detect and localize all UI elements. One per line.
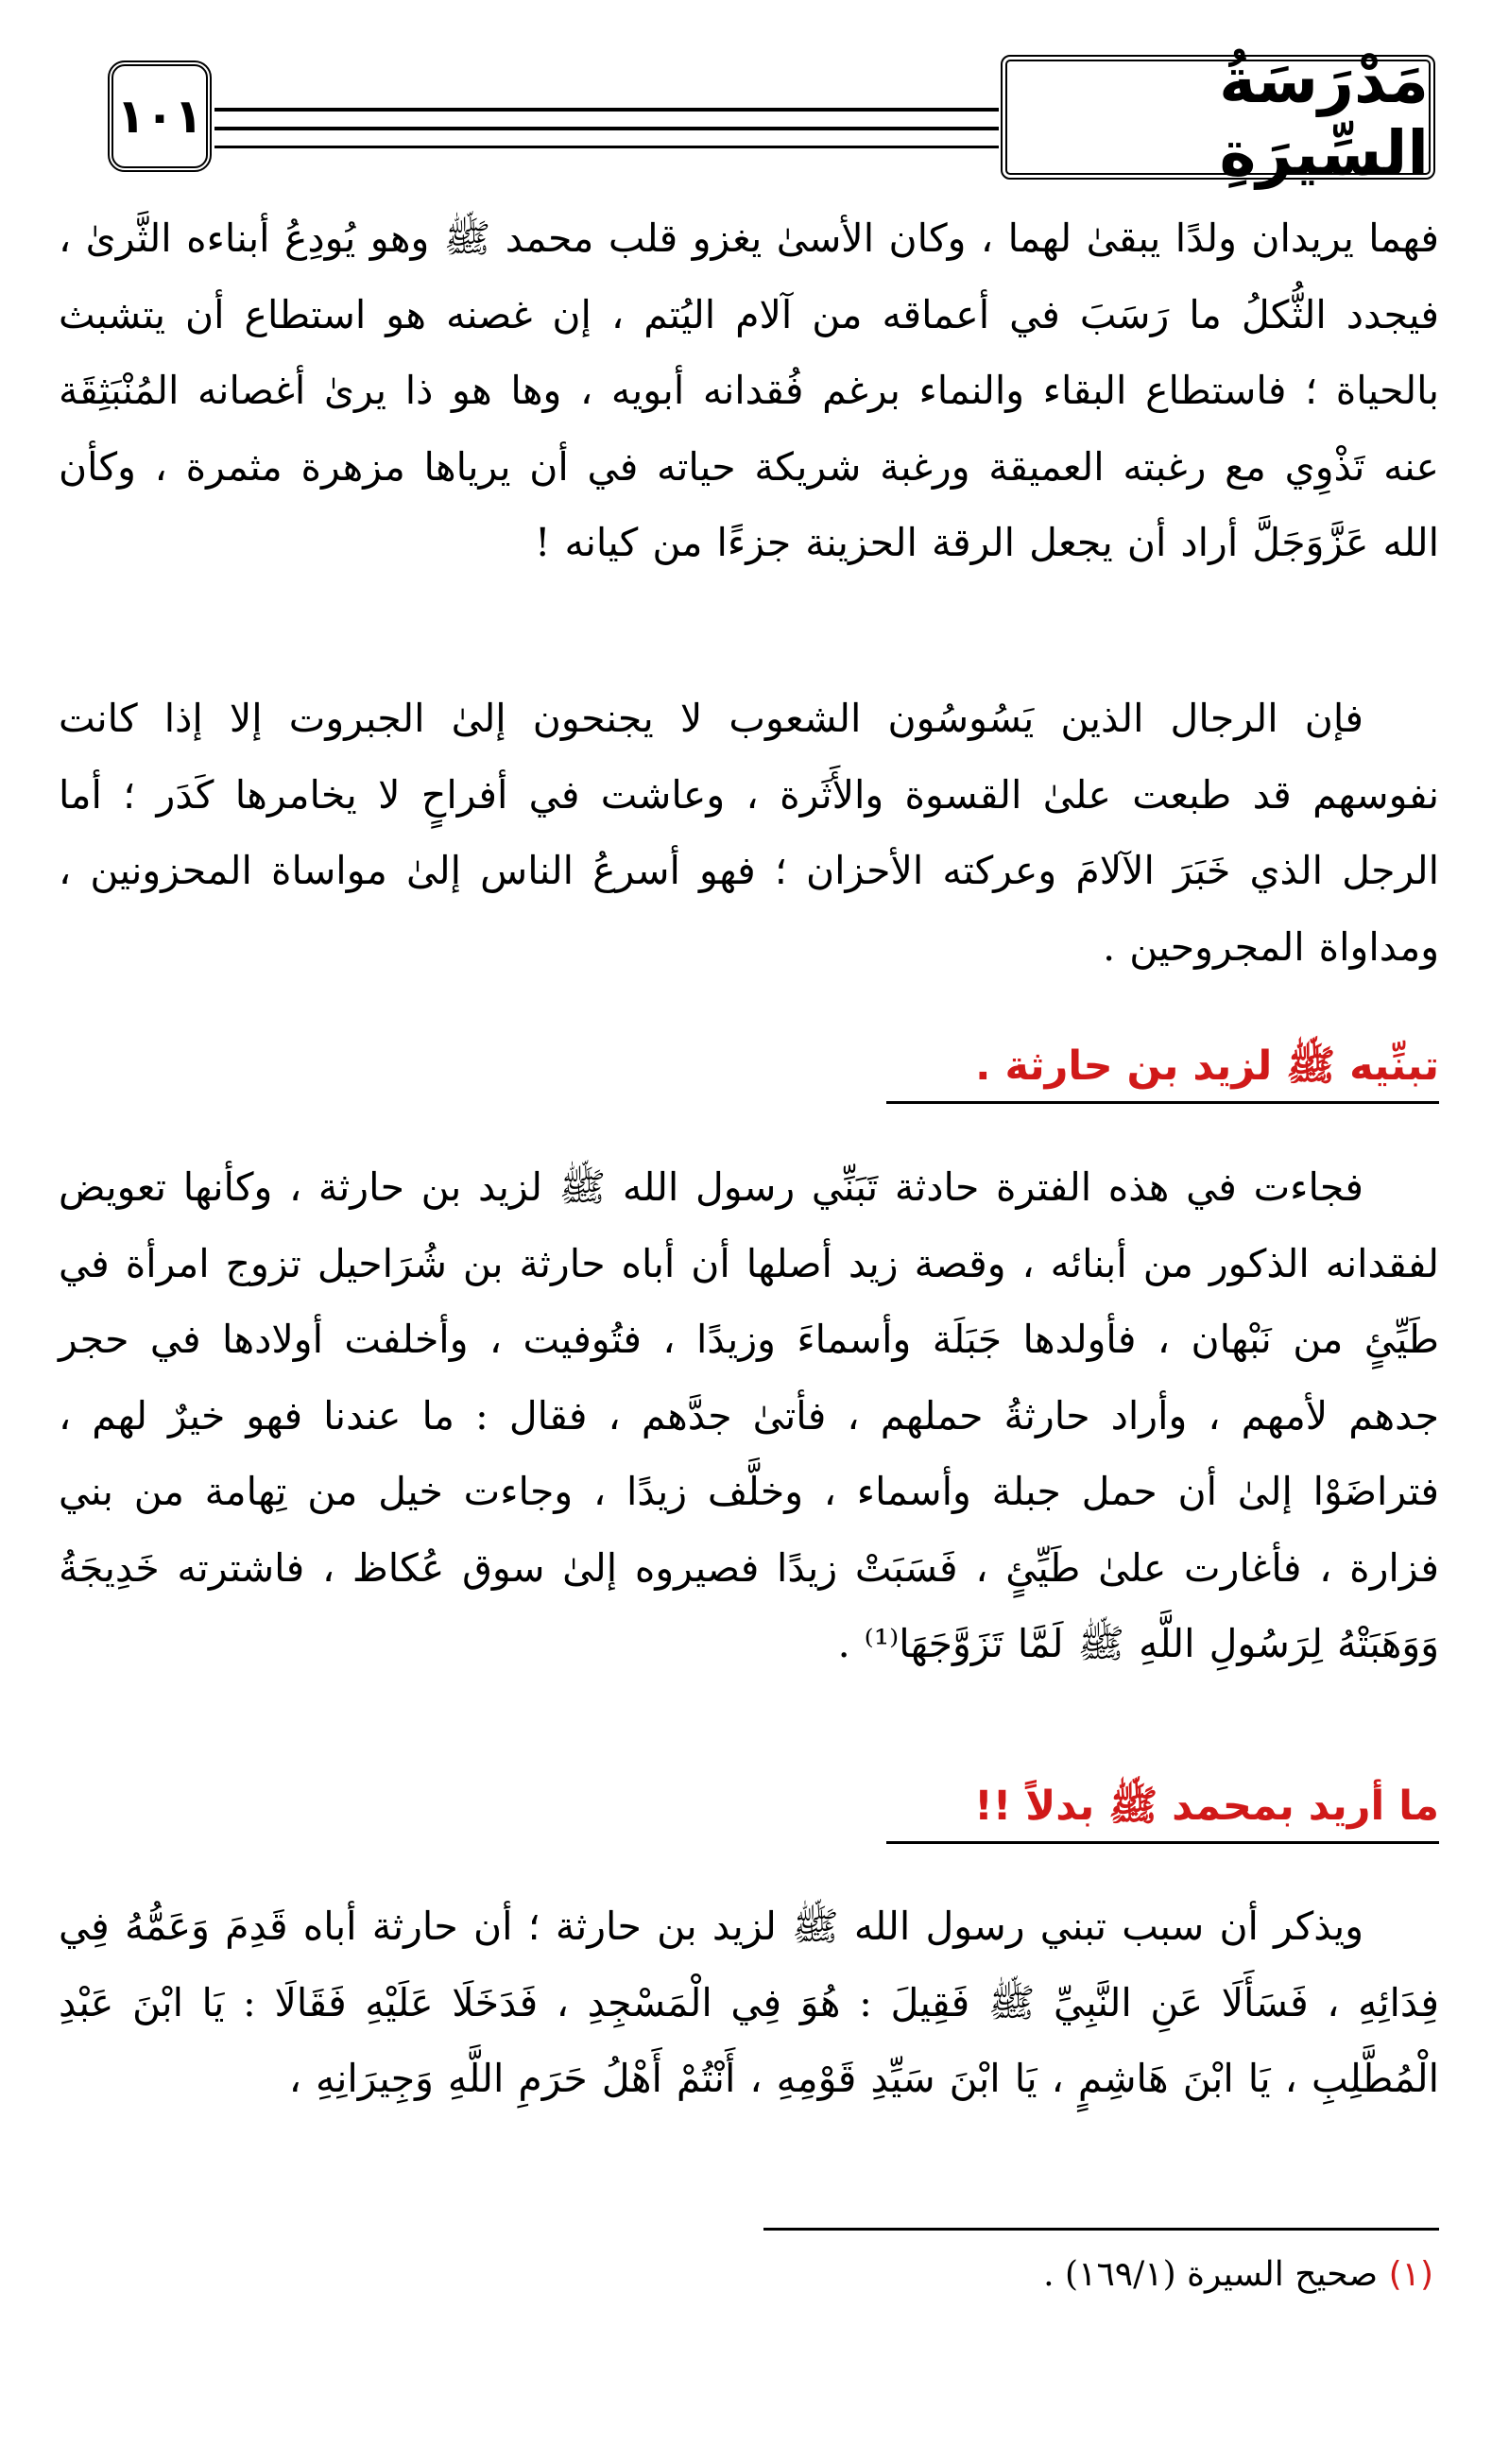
header-rule bbox=[214, 127, 999, 130]
header-rule bbox=[214, 108, 999, 112]
footnote-number: (١) bbox=[1388, 2255, 1433, 2294]
section-heading: ما أريد بمحمد ﷺ بدلاً !! bbox=[886, 1775, 1439, 1844]
footnote bbox=[1043, 2251, 1433, 2299]
page-number: ١٠١ bbox=[108, 60, 212, 172]
book-title: مَدْرَسَةُ السِّيرَةِ bbox=[1001, 55, 1435, 180]
footnote-divider bbox=[763, 2228, 1439, 2231]
header-rule bbox=[214, 146, 999, 148]
page-header bbox=[49, 44, 1443, 200]
paragraph: فإن الرجال الذين يَسُوسُون الشعوب لا يجنحون إلىٰ الجبروت إلا إذا كانت نفوسهم قد طبعت علىٰ القسوة والأَثَرة ، وعاشت في أفراحٍ لا يخامرها كَدَر ؛ أما الرجل الذي خَبَرَ الآلامَ وعركته الأحزان ؛ فهو أسرعُ الناس إلىٰ مواساة المحزونين ، ومداواة المجروحين . bbox=[59, 696, 1439, 970]
paragraph: فهما يريدان ولدًا يبقىٰ لهما ، وكان الأسىٰ يغزو قلب محمد ﷺ وهو يُودِعُ أبناءه الثَّرىٰ ، فيجدد الثُّكلُ ما رَسَبَ في أعماقه من آلام اليُتم ، إن غصنه هو استطاع أن يتشبث بالحياة ؛ فاستطاع البقاء والنماء برغم فُقدانه أبويه ، وها هو ذا يرىٰ أغصانه المُنْبَثِقَة عنه تَذْوِي مع رغبته العميقة ورغبة شريكة حياته في أن يرياها مزهرة مثمرة ، وكأن الله عَزَّوَجَلَّ أراد أن يجعل الرقة الحزينة جزءًا من كيانه ! bbox=[59, 215, 1439, 565]
paragraph: فجاءت في هذه الفترة حادثة تَبَنِّي رسول الله ﷺ لزيد بن حارثة ، وكأنها تعويض لفقدانه الذكور من أبنائه ، وقصة زيد أصلها أن أباه حارثة بن شُرَاحيل تزوج امرأة في طَيِّئٍ من نَبْهان ، فأولدها جَبَلَة وأسماءَ وزيدًا ، فتُوفيت ، وأخلفت أولادها في حجر جدهم لأمهم ، وأراد حارثةُ حملهم ، فأتىٰ جدَّهم ، فقال : ما عندنا فهو خيرٌ لهم ، فتراضَوْا إلىٰ أن حمل جبلة وأسماء ، وخلَّف زيدًا ، وجاءت خيل من تِهامة من بني فزارة ، فأغارت علىٰ طَيِّئٍ ، فَسَبَتْ زيدًا فصيروه إلىٰ سوق عُكاظ ، فاشترته خَدِيجَةُ وَوَهَبَتْهُ لِرَسُولِ اللَّهِ ﷺ لَمَّا تَزَوَّجَهَا⁽¹⁾ . bbox=[59, 1164, 1439, 1666]
section-heading: تبنِّيه ﷺ لزيد بن حارثة . bbox=[886, 1035, 1439, 1104]
paragraph: ويذكر أن سبب تبني رسول الله ﷺ لزيد بن حارثة ؛ أن حارثة أباه قَدِمَ وَعَمُّهُ فِي فِدَائِهِ ، فَسَأَلَا عَنِ النَّبِيِّ ﷺ فَقِيلَ : هُوَ فِي الْمَسْجِدِ ، فَدَخَلَا عَلَيْهِ فَقَالَا : يَا ابْنَ عَبْدِ الْمُطَّلِبِ ، يَا ابْنَ هَاشِمٍ ، يَا ابْنَ سَيِّدِ قَوْمِهِ ، أَنْتُمْ أَهْلُ حَرَمِ اللَّهِ وَجِيرَانِهِ ، bbox=[59, 1904, 1439, 2101]
footnote-text: صحيح السيرة (١٦٩/١) . bbox=[1043, 2255, 1379, 2294]
